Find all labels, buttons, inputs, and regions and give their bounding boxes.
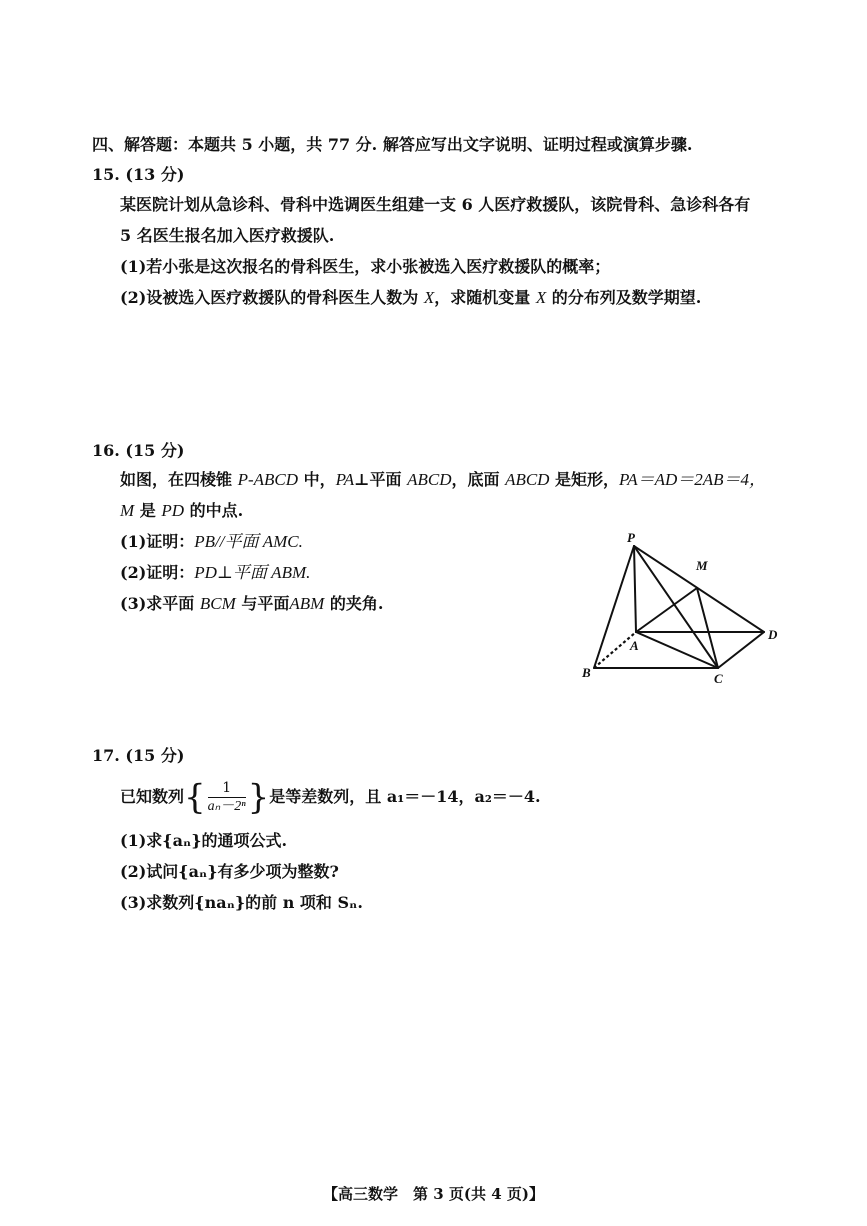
q16-pa: PA bbox=[335, 470, 355, 489]
q16-part3-b: 与平面 bbox=[235, 594, 290, 613]
q16-part2 bbox=[120, 562, 310, 584]
q15-var-x-2: X bbox=[535, 288, 547, 307]
q16-pd: PD bbox=[161, 501, 184, 520]
section-header: 四、解答题：本题共 5 小题，共 77 分. 解答应写出文字说明、证明过程或演算步骤. bbox=[92, 135, 693, 154]
label-b: B bbox=[582, 665, 591, 680]
q16-equation: PA＝AD＝2AB＝4， bbox=[619, 470, 767, 489]
q15-stem-line2: 5 名医生报名加入医疗救援队. bbox=[120, 226, 335, 245]
label-p: P bbox=[627, 530, 635, 545]
q16-part1-b: PB//平面 AMC. bbox=[194, 532, 303, 551]
q16-abcd-2: ABCD bbox=[505, 470, 550, 489]
q16-m: M bbox=[120, 501, 135, 520]
q15-part2-text-c: 的分布列及数学期望. bbox=[546, 288, 702, 307]
q16-bcm: BCM bbox=[199, 594, 236, 613]
q16-number: 16. (15 分) bbox=[92, 441, 185, 460]
q16-pyramid-name: P-ABCD bbox=[237, 470, 299, 489]
q16-part3 bbox=[120, 593, 383, 615]
left-brace: { bbox=[184, 777, 206, 818]
q17-number: 17. (15 分) bbox=[92, 746, 185, 765]
q17-part3: (3)求数列{naₙ}的前 n 项和 Sₙ. bbox=[120, 893, 363, 912]
q15-stem-line1: 某医院计划从急诊科、骨科中选调医生组建一支 6 人医疗救援队，该院骨科、急诊科各有 bbox=[120, 195, 751, 214]
q17-stem-a: 已知数列 bbox=[120, 787, 185, 806]
q16-stem-a: 如图，在四棱锥 bbox=[120, 470, 238, 489]
q16-abm: ABM bbox=[289, 594, 325, 613]
label-a: A bbox=[630, 638, 639, 653]
q17-fraction bbox=[208, 780, 246, 816]
edge-cd bbox=[718, 632, 764, 668]
q15-part2 bbox=[120, 287, 701, 309]
q17-part1: (1)求{aₙ}的通项公式. bbox=[120, 831, 288, 850]
right-brace: } bbox=[247, 777, 270, 818]
q16-part3-a: (3)求平面 bbox=[120, 594, 200, 613]
q15-part1: (1)若小张是这次报名的骨科医生，求小张被选入医疗救援队的概率； bbox=[120, 257, 611, 276]
q17-fraction-denominator: aₙ－2ⁿ bbox=[207, 798, 246, 814]
q15-part2-text-b: ，求随机变量 bbox=[434, 288, 536, 307]
q15-number: 15. (13 分) bbox=[92, 165, 185, 184]
q16-part1-a: (1)证明： bbox=[120, 532, 195, 551]
page-footer: 【高三数学 第 3 页(共 4 页)】 bbox=[323, 1185, 544, 1203]
label-m: M bbox=[696, 558, 708, 573]
q16-stem-line2 bbox=[120, 500, 243, 522]
q15-var-x: X bbox=[423, 288, 435, 307]
q16-stem-d: ，底面 bbox=[451, 470, 506, 489]
q17-stem bbox=[120, 775, 541, 820]
q16-part2-a: (2)证明： bbox=[120, 563, 195, 582]
q16-part2-b: PD⊥平面 ABM. bbox=[194, 563, 311, 582]
q16-stem2-b: 的中点. bbox=[184, 501, 244, 520]
q16-stem-e: 是矩形， bbox=[549, 470, 620, 489]
q16-stem-c: ⊥平面 bbox=[354, 470, 408, 489]
q16-part1 bbox=[120, 531, 303, 553]
q16-stem-line1 bbox=[120, 469, 766, 491]
label-c: C bbox=[714, 671, 723, 686]
q16-stem2-a: 是 bbox=[134, 501, 162, 520]
pyramid-figure bbox=[570, 520, 800, 690]
q15-part2-text-a: (2)设被选入医疗救援队的骨科医生人数为 bbox=[120, 288, 424, 307]
q17-stem-b: 是等差数列，且 bbox=[269, 787, 387, 806]
q16-part3-c: 的夹角. bbox=[324, 594, 384, 613]
q17-part2: (2)试问{aₙ}有多少项为整数? bbox=[120, 862, 339, 881]
label-d: D bbox=[768, 627, 778, 642]
q16-abcd-1: ABCD bbox=[407, 470, 452, 489]
q17-condition: a₁＝－14，a₂＝－4. bbox=[386, 787, 541, 806]
edge-pb bbox=[594, 546, 634, 668]
q17-fraction-numerator: 1 bbox=[208, 780, 246, 798]
q16-stem-b: 中， bbox=[298, 470, 336, 489]
edge-pa bbox=[634, 546, 636, 632]
